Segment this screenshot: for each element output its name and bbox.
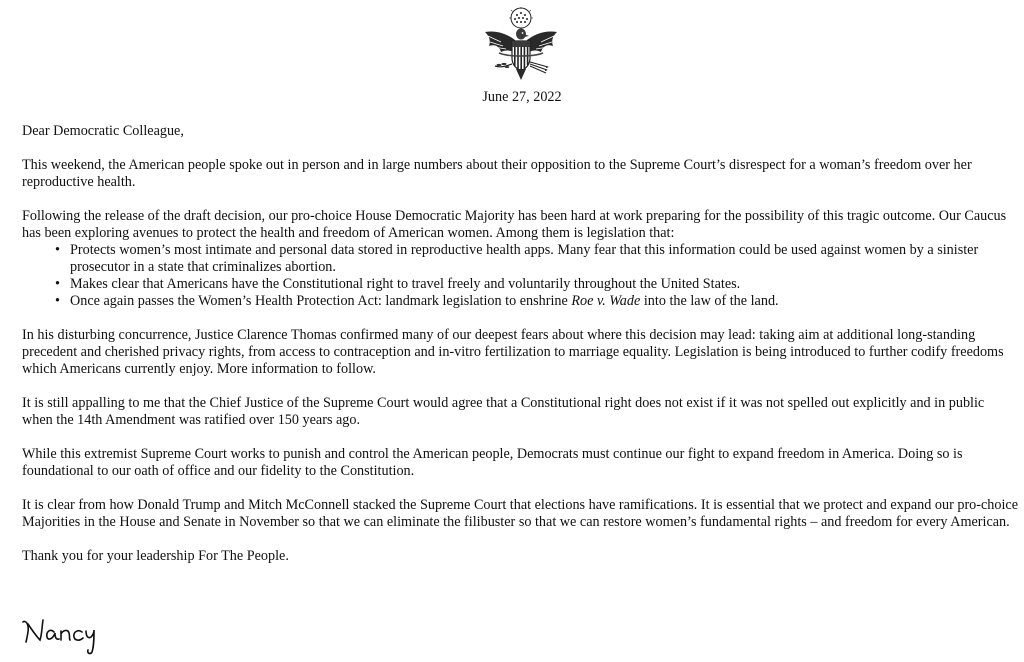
list-item bbox=[55, 242, 1018, 276]
list-item bbox=[55, 276, 1018, 293]
paragraph-1: This weekend, the American people spoke out in person and in large numbers about their opposition to the Supreme Court’s disrespect for a woman’s freedom over her reproductive health. bbox=[22, 157, 972, 190]
list-item-text-end: into the law of the land. bbox=[640, 293, 779, 309]
paragraph-4: It is still appalling to me that the Chief Justice of the Supreme Court would agree that a Constitutional right does not exist if it was not spelled out explicitly and in public when the 14th Amendment was ratified over 150 years ago. bbox=[22, 395, 985, 428]
letter-date: June 27, 2022 bbox=[482, 89, 562, 105]
bullet-icon: • bbox=[55, 276, 60, 292]
list-item bbox=[55, 293, 1018, 310]
salutation: Dear Democratic Colleague, bbox=[22, 123, 184, 139]
list-item-text-start: Once again passes the Women’s Health Protection Act: landmark legislation to enshrine bbox=[70, 293, 572, 309]
list-item-text: Makes clear that Americans have the Constitutional right to travel freely and voluntarily throughout the United States. bbox=[70, 276, 741, 292]
great-seal-eagle-icon bbox=[479, 6, 563, 84]
paragraph-2: Following the release of the draft decision, our pro-choice House Democratic Majority has been hard at work preparing for the possibility of this tragic outcome. Our Caucus has been exploring avenues to protect the health and freedom of American women. Among them is legislation that: bbox=[22, 208, 1007, 241]
paragraph-6: It is clear from how Donald Trump and Mitch McConnell stacked the Supreme Court that elections have ramifications. It is essential that we protect and expand our pro-choice Majorities in the House and Senate in November so that we can eliminate the filibuster so that we can restore women’s fundamental rights – and freedom for every American. bbox=[22, 497, 1019, 530]
signature bbox=[20, 608, 116, 656]
paragraph-5: While this extremist Supreme Court works to punish and control the American people, Democrats must continue our fight to expand freedom in America. Doing so is foundational to our oath of office and our fidelity to the Constitution. bbox=[22, 446, 963, 479]
case-name: Roe v. Wade bbox=[571, 293, 641, 309]
letter-body bbox=[22, 123, 1018, 582]
bullet-icon: • bbox=[55, 242, 60, 258]
closing: Thank you for your leadership For The People. bbox=[22, 548, 289, 564]
bullet-icon: • bbox=[55, 293, 60, 309]
legislation-list bbox=[22, 242, 1018, 310]
paragraph-3: In his disturbing concurrence, Justice Clarence Thomas confirmed many of our deepest fears about where this decision may lead: taking aim at additional long-standing precedent and cherished privacy rights, from access to contraception and in-vitro fertilization to marriage equality. Legislation is being introduced to further codify freedoms which Americans currently enjoy. More information to follow. bbox=[22, 327, 1004, 377]
list-item-text: Protects women’s most intimate and personal data stored in reproductive health apps. Many fear that this information could be used against women by a sinister prosecutor in a state that criminalizes abortion. bbox=[70, 242, 979, 275]
